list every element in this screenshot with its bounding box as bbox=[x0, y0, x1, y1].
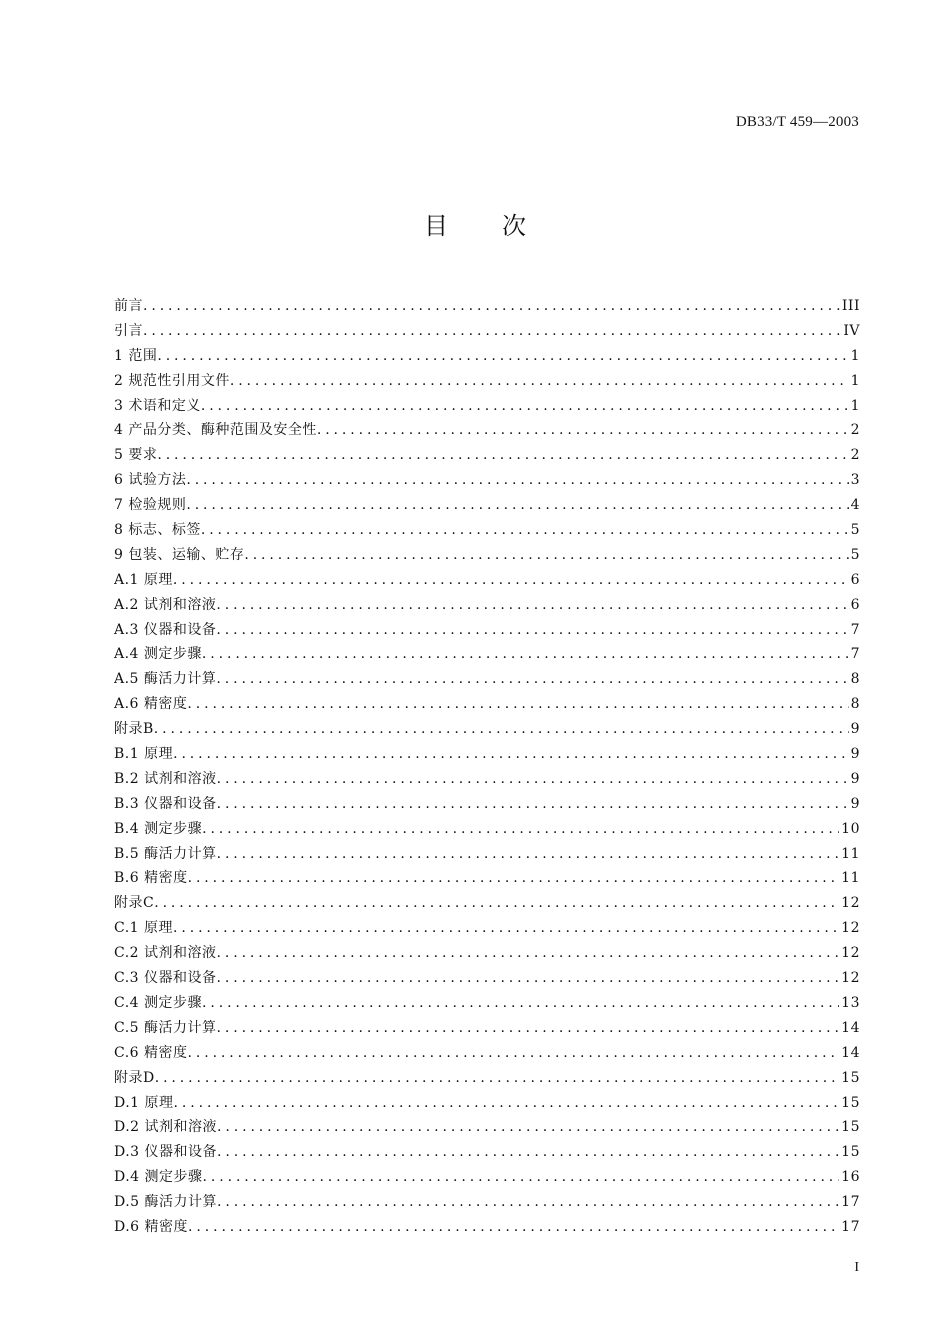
toc-entry-page: 12 bbox=[841, 970, 860, 987]
toc-entry[interactable] bbox=[114, 817, 860, 842]
toc-entry[interactable] bbox=[114, 1215, 860, 1240]
toc-leader-dots bbox=[143, 294, 840, 319]
toc-entry-label: 1 范围 bbox=[114, 347, 158, 364]
toc-entry-label: 附录D bbox=[114, 1069, 155, 1086]
toc-entry-page: 15 bbox=[841, 1094, 860, 1111]
toc-leader-dots bbox=[155, 1066, 839, 1091]
toc-leader-dots bbox=[154, 891, 839, 916]
toc-entry[interactable] bbox=[114, 991, 860, 1016]
toc-entry-page: 9 bbox=[850, 770, 860, 787]
toc-entry[interactable] bbox=[114, 344, 860, 369]
toc-entry[interactable] bbox=[114, 717, 860, 742]
toc-entry[interactable] bbox=[114, 842, 860, 867]
toc-leader-dots bbox=[230, 369, 849, 394]
toc-entry-label: B.2 试剂和溶液 bbox=[114, 770, 217, 787]
toc-leader-dots bbox=[188, 866, 840, 891]
toc-leader-dots bbox=[188, 1215, 839, 1240]
toc-leader-dots bbox=[174, 1091, 840, 1116]
toc-entry-label: B.5 酶活力计算 bbox=[114, 845, 217, 862]
toc-entry-label: 3 术语和定义 bbox=[114, 397, 201, 414]
toc-entry-page: 5 bbox=[850, 546, 860, 563]
toc-entry-label: 4 产品分类、酶种范围及安全性 bbox=[114, 422, 317, 439]
toc-entry-label: A.5 酶活力计算 bbox=[114, 671, 217, 688]
toc-entry[interactable] bbox=[114, 941, 860, 966]
toc-leader-dots bbox=[216, 618, 848, 643]
toc-entry-page: 9 bbox=[850, 795, 860, 812]
toc-leader-dots bbox=[188, 1041, 840, 1066]
toc-entry-label: 2 规范性引用文件 bbox=[114, 372, 230, 389]
toc-entry-label: 6 试验方法 bbox=[114, 472, 187, 489]
toc-entry[interactable] bbox=[114, 866, 860, 891]
toc-entry-page: 8 bbox=[850, 696, 860, 713]
toc-leader-dots bbox=[217, 1115, 839, 1140]
toc-leader-dots bbox=[173, 742, 848, 767]
toc-entry-label: A.4 测定步骤 bbox=[114, 646, 202, 663]
toc-entry[interactable] bbox=[114, 1041, 860, 1066]
toc-leader-dots bbox=[202, 642, 849, 667]
toc-entry-label: 8 标志、标签 bbox=[114, 522, 201, 539]
toc-entry[interactable] bbox=[114, 618, 860, 643]
toc-entry-page: 12 bbox=[841, 945, 860, 962]
toc-entry-page: 12 bbox=[841, 895, 860, 912]
toc-entry-label: 前言 bbox=[114, 298, 143, 314]
toc-entry-page: 8 bbox=[850, 671, 860, 688]
toc-entry-label: D.3 仪器和设备 bbox=[114, 1144, 218, 1161]
toc-entry[interactable] bbox=[114, 1091, 860, 1116]
toc-leader-dots bbox=[217, 941, 840, 966]
toc-entry-page: IV bbox=[843, 322, 860, 339]
toc-leader-dots bbox=[173, 568, 849, 593]
toc-leader-dots bbox=[217, 1140, 839, 1165]
toc-entry-label: 附录B bbox=[114, 721, 154, 738]
toc-entry-label: C.2 试剂和溶液 bbox=[114, 945, 217, 962]
toc-leader-dots bbox=[157, 443, 848, 468]
toc-entry[interactable] bbox=[114, 394, 860, 419]
toc-entry-label: B.3 仪器和设备 bbox=[114, 795, 217, 812]
toc-entry-label: C.6 精密度 bbox=[114, 1044, 188, 1061]
toc-entry-page: 10 bbox=[841, 820, 860, 837]
toc-leader-dots bbox=[201, 394, 849, 419]
toc-entry-label: 附录C bbox=[114, 895, 155, 912]
toc-entry-label: C.3 仪器和设备 bbox=[114, 970, 217, 987]
toc-entry[interactable] bbox=[114, 518, 860, 543]
toc-leader-dots bbox=[154, 717, 849, 742]
toc-leader-dots bbox=[157, 344, 848, 369]
toc-leader-dots bbox=[202, 817, 839, 842]
toc-entry-label: A.2 试剂和溶液 bbox=[114, 596, 217, 613]
document-code: DB33/T 459—2003 bbox=[735, 114, 859, 130]
toc-entry-label: 9 包装、运输、贮存 bbox=[114, 546, 245, 563]
toc-entry-page: III bbox=[841, 298, 860, 314]
toc-entry-label: B.6 精密度 bbox=[114, 870, 188, 887]
toc-entry-page: 3 bbox=[850, 472, 860, 489]
toc-leader-dots bbox=[203, 1165, 840, 1190]
toc-entry[interactable] bbox=[114, 1016, 860, 1041]
toc-entry-page: 13 bbox=[841, 994, 860, 1011]
toc-entry[interactable] bbox=[114, 369, 860, 394]
toc-entry[interactable] bbox=[114, 792, 860, 817]
toc-entry-label: C.5 酶活力计算 bbox=[114, 1019, 217, 1036]
toc-leader-dots bbox=[216, 593, 848, 618]
toc-entry-label: D.4 测定步骤 bbox=[114, 1169, 203, 1186]
toc-entry[interactable] bbox=[114, 692, 860, 717]
toc-entry-page: 4 bbox=[850, 497, 860, 514]
toc-entry[interactable] bbox=[114, 642, 860, 667]
toc-leader-dots bbox=[217, 842, 840, 867]
toc-entry[interactable] bbox=[114, 667, 860, 692]
toc-entry-page: 15 bbox=[841, 1069, 860, 1086]
toc-entry-page: 1 bbox=[850, 397, 860, 414]
toc-leader-dots bbox=[173, 916, 839, 941]
toc-entry-page: 16 bbox=[841, 1169, 860, 1186]
toc-entry-label: B.1 原理 bbox=[114, 746, 174, 763]
toc-entry[interactable] bbox=[114, 418, 860, 443]
toc-leader-dots bbox=[317, 418, 849, 443]
toc-leader-dots bbox=[217, 1016, 840, 1041]
toc-entry-page: 11 bbox=[841, 845, 860, 862]
toc-leader-dots bbox=[216, 667, 848, 692]
toc-leader-dots bbox=[217, 966, 840, 991]
toc-entry[interactable] bbox=[114, 493, 860, 518]
toc-leader-dots bbox=[202, 991, 839, 1016]
toc-entry[interactable] bbox=[114, 468, 860, 493]
toc-entry-page: 9 bbox=[850, 721, 860, 738]
toc-entry-page: 15 bbox=[841, 1144, 860, 1161]
toc-entry-label: D.5 酶活力计算 bbox=[114, 1194, 218, 1211]
toc-leader-dots bbox=[217, 792, 849, 817]
toc-entry[interactable] bbox=[114, 891, 860, 916]
toc-leader-dots bbox=[217, 767, 849, 792]
toc-entry-page: 11 bbox=[841, 870, 860, 887]
toc-leader-dots bbox=[201, 518, 849, 543]
toc-entry[interactable] bbox=[114, 742, 860, 767]
toc-entry-label: D.1 原理 bbox=[114, 1094, 174, 1111]
toc-leader-dots bbox=[187, 692, 848, 717]
toc-entry-label: 5 要求 bbox=[114, 447, 158, 464]
toc-entry-label: 7 检验规则 bbox=[114, 497, 187, 514]
toc-entry-page: 1 bbox=[850, 347, 860, 364]
toc-entry[interactable] bbox=[114, 916, 860, 941]
toc-entry-label: 引言 bbox=[114, 322, 143, 339]
toc-leader-dots bbox=[186, 493, 848, 518]
toc-title: 目次 bbox=[424, 212, 580, 240]
toc-entry-label: D.6 精密度 bbox=[114, 1218, 189, 1235]
toc-leader-dots bbox=[244, 543, 848, 568]
toc-entry-label: A.3 仪器和设备 bbox=[114, 621, 217, 638]
toc-leader-dots bbox=[217, 1190, 839, 1215]
toc-entry-label: A.1 原理 bbox=[114, 571, 173, 588]
toc-entry[interactable] bbox=[114, 1165, 860, 1190]
toc-entry-page: 14 bbox=[841, 1019, 860, 1036]
toc-entry-page: 6 bbox=[850, 571, 860, 588]
toc-entry[interactable] bbox=[114, 543, 860, 568]
toc-entry[interactable] bbox=[114, 1140, 860, 1165]
table-of-contents bbox=[114, 294, 860, 1240]
toc-entry-page: 15 bbox=[841, 1119, 860, 1136]
toc-entry-page: 2 bbox=[850, 422, 860, 439]
toc-entry-page: 7 bbox=[850, 621, 860, 638]
toc-entry[interactable] bbox=[114, 966, 860, 991]
toc-entry-label: D.2 试剂和溶液 bbox=[114, 1119, 218, 1136]
toc-leader-dots bbox=[143, 319, 841, 344]
toc-entry-page: 14 bbox=[841, 1044, 860, 1061]
toc-entry-page: 17 bbox=[841, 1194, 860, 1211]
toc-entry-page: 7 bbox=[850, 646, 860, 663]
toc-entry[interactable] bbox=[114, 568, 860, 593]
toc-entry[interactable] bbox=[114, 443, 860, 468]
toc-entry-label: A.6 精密度 bbox=[114, 696, 188, 713]
toc-entry[interactable] bbox=[114, 294, 860, 319]
toc-entry-page: 2 bbox=[850, 447, 860, 464]
toc-entry[interactable] bbox=[114, 1115, 860, 1140]
toc-entry[interactable] bbox=[114, 1066, 860, 1091]
toc-entry[interactable] bbox=[114, 767, 860, 792]
toc-leader-dots bbox=[186, 468, 848, 493]
toc-entry-page: 5 bbox=[850, 522, 860, 539]
page-number: I bbox=[854, 1260, 859, 1275]
toc-entry-label: C.1 原理 bbox=[114, 920, 174, 937]
toc-entry-label: C.4 测定步骤 bbox=[114, 994, 203, 1011]
toc-entry[interactable] bbox=[114, 319, 860, 344]
toc-entry-label: B.4 测定步骤 bbox=[114, 820, 203, 837]
toc-entry-page: 1 bbox=[850, 372, 860, 389]
toc-entry-page: 6 bbox=[850, 596, 860, 613]
toc-entry[interactable] bbox=[114, 593, 860, 618]
toc-entry-page: 12 bbox=[841, 920, 860, 937]
toc-entry[interactable] bbox=[114, 1190, 860, 1215]
toc-entry-page: 9 bbox=[850, 746, 860, 763]
toc-entry-page: 17 bbox=[841, 1218, 860, 1235]
